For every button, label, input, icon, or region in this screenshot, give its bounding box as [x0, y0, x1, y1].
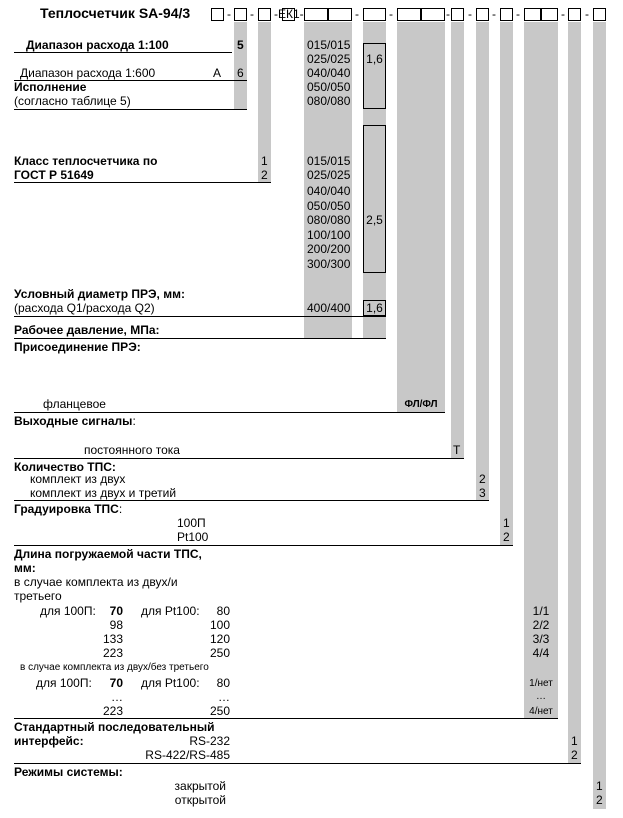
execution-label: Исполнение — [14, 80, 87, 94]
interface-option-label: RS-232 — [189, 734, 230, 748]
len-code: 3/3 — [532, 632, 550, 646]
accuracy-label-1: Класс теплосчетчика по — [14, 154, 158, 168]
accuracy-label-2: ГОСТ Р 51649 — [14, 168, 94, 182]
outputs-option: постоянного тока — [84, 443, 180, 457]
len-a: 70 — [109, 604, 123, 618]
modes-label: Режимы системы: — [14, 765, 123, 779]
len-b: 250 — [209, 646, 230, 660]
accuracy-code-2: 2 — [261, 168, 268, 182]
tps-option-code: 3 — [479, 486, 486, 500]
modes-option-label: закрытой — [174, 779, 226, 793]
tps-option-code: 2 — [479, 472, 486, 486]
divider — [14, 500, 489, 501]
modes-option-label: открытой — [174, 793, 226, 807]
grading-option-code: 2 — [503, 530, 510, 544]
connection-label: Присоединение ПРЭ: — [14, 340, 141, 354]
grading-option-label: 100П — [177, 516, 206, 530]
len-code: 1/нет — [529, 678, 553, 689]
code-box-8 — [397, 8, 421, 21]
diameter-label: Условный диаметр ПРЭ, мм: — [14, 287, 185, 301]
divider — [14, 718, 558, 719]
dash: - — [585, 7, 589, 21]
exec-size: 040/040 — [307, 66, 351, 80]
grading-label — [14, 502, 122, 516]
modes-option-code: 1 — [596, 779, 603, 793]
code-box-10 — [451, 8, 464, 21]
outputs-code: T — [453, 443, 461, 457]
range-code-1: 5 — [237, 38, 244, 52]
page-title: Теплосчетчик SA-94/3 — [40, 5, 191, 21]
divider — [14, 316, 386, 317]
class-box-2 — [363, 125, 386, 273]
len-code: 4/нет — [529, 706, 553, 717]
len-b: 250 — [209, 704, 230, 718]
divider — [14, 763, 581, 764]
pressure-label: Рабочее давление, МПа: — [14, 323, 160, 337]
divider — [14, 109, 247, 110]
length-case2: в случае комплекта из двух/без третьего — [20, 662, 209, 673]
interface-label-1: Стандартный последовательный — [14, 720, 215, 734]
tps-option-label: комплект из двух — [30, 472, 126, 486]
divider — [14, 338, 386, 339]
interface-option-code: 1 — [571, 734, 578, 748]
divider — [14, 52, 232, 53]
exec-size: 025/025 — [307, 52, 351, 66]
len-code: 4/4 — [532, 646, 550, 660]
diameter-class-value: 1,6 — [366, 301, 383, 315]
dash: - — [227, 7, 231, 21]
for-pt100-label: для Pt100: — [141, 676, 200, 690]
dash: - — [250, 7, 254, 21]
code-box-1 — [211, 8, 224, 21]
grading-colon: : — [118, 502, 123, 516]
len-b: 120 — [209, 632, 230, 646]
dash: - — [492, 7, 496, 21]
acc-size: 300/300 — [307, 257, 351, 271]
length-case1-a: в случае комплекта из двух/и — [14, 575, 178, 589]
grading-option-code: 1 — [503, 516, 510, 530]
code-column-tps — [476, 22, 489, 500]
connection-code: ФЛ/ФЛ — [404, 399, 438, 410]
dash: - — [561, 7, 565, 21]
acc-size: 015/015 — [307, 154, 351, 168]
acc-class-value: 2,5 — [366, 213, 383, 227]
code-box-16 — [593, 8, 606, 21]
acc-size: 080/080 — [307, 213, 351, 227]
code-column-interface — [568, 22, 581, 764]
len-b: 80 — [216, 604, 230, 618]
code-box-12 — [500, 8, 513, 21]
code-column-modes — [593, 22, 606, 809]
range-label-1: Диапазон расхода 1:100 — [26, 38, 169, 52]
acc-size: 050/050 — [307, 199, 351, 213]
exec-size: 015/015 — [307, 38, 351, 52]
modes-option-code: 2 — [596, 793, 603, 807]
code-column-output — [451, 22, 464, 458]
connection-option: фланцевое — [43, 397, 106, 411]
diameter-size: 400/400 — [307, 301, 351, 315]
outputs-label — [14, 414, 136, 428]
for-100p-label: для 100П: — [36, 676, 92, 690]
len-a: 223 — [103, 646, 124, 660]
divider — [14, 545, 513, 546]
dash: - — [389, 7, 393, 21]
len-code-ellipsis: … — [536, 691, 546, 702]
interface-label-2: интерфейс: — [14, 734, 84, 748]
range-letter: A — [213, 66, 222, 80]
for-100p-label: для 100П: — [40, 604, 96, 618]
tps-label: Количество ТПС: — [14, 460, 116, 474]
dash: - — [355, 7, 359, 21]
length-label-1: Длина погружаемой части ТПС, — [14, 547, 202, 561]
len-a: 98 — [109, 618, 123, 632]
interface-option-code: 2 — [571, 748, 578, 762]
len-b: 80 — [216, 676, 230, 690]
acc-size: 040/040 — [307, 184, 351, 198]
outputs-label-text: Выходные сигналы — [14, 414, 133, 428]
length-label-2: мм: — [14, 561, 36, 575]
len-code: 2/2 — [532, 618, 550, 632]
code-box-6 — [328, 8, 352, 21]
interface-option-label: RS-422/RS-485 — [145, 748, 230, 762]
acc-size: 200/200 — [307, 242, 351, 256]
acc-size: 025/025 — [307, 168, 351, 182]
dash: - — [446, 7, 450, 21]
range-code-2: 6 — [237, 66, 244, 80]
divider — [14, 182, 271, 183]
code-box-13 — [524, 8, 541, 21]
execution-note: (согласно таблице 5) — [14, 94, 131, 108]
tps-option-label: комплект из двух и третий — [30, 486, 177, 500]
code-box-9 — [421, 8, 445, 21]
len-a: 133 — [103, 632, 124, 646]
divider — [14, 458, 464, 459]
code-box-14 — [541, 8, 558, 21]
len-a: … — [111, 690, 123, 704]
len-b: 100 — [209, 618, 230, 632]
code-box-11 — [476, 8, 489, 21]
diameter-note: (расхода Q1/расхода Q2) — [14, 301, 155, 315]
grading-label-text: Градуировка ТПС — [14, 502, 119, 516]
code-box-15 — [568, 8, 581, 21]
code-box-7 — [363, 8, 386, 21]
len-code: 1/1 — [532, 604, 550, 618]
dash: - — [468, 7, 472, 21]
code-box-3 — [258, 8, 271, 21]
range-label-2: Диапазон расхода 1:600 — [20, 66, 156, 80]
outputs-colon: : — [132, 414, 136, 428]
dash: - — [516, 7, 520, 21]
ek1-label: -ЕК1- — [274, 7, 304, 21]
exec-size: 050/050 — [307, 80, 351, 94]
len-a: 223 — [103, 704, 124, 718]
code-column-connection — [397, 22, 445, 412]
len-b: … — [218, 690, 230, 704]
grading-option-label: Pt100 — [177, 530, 209, 544]
len-a: 70 — [109, 676, 123, 690]
acc-size: 100/100 — [307, 228, 351, 242]
code-box-5 — [304, 8, 328, 21]
for-pt100-label: для Pt100: — [141, 604, 200, 618]
exec-size: 080/080 — [307, 94, 351, 108]
code-column-grading — [500, 22, 513, 546]
length-case1-b: третьего — [14, 589, 62, 603]
code-box-2 — [234, 8, 247, 21]
divider — [14, 412, 445, 413]
exec-class-value: 1,6 — [366, 52, 383, 66]
accuracy-code-1: 1 — [261, 154, 268, 168]
